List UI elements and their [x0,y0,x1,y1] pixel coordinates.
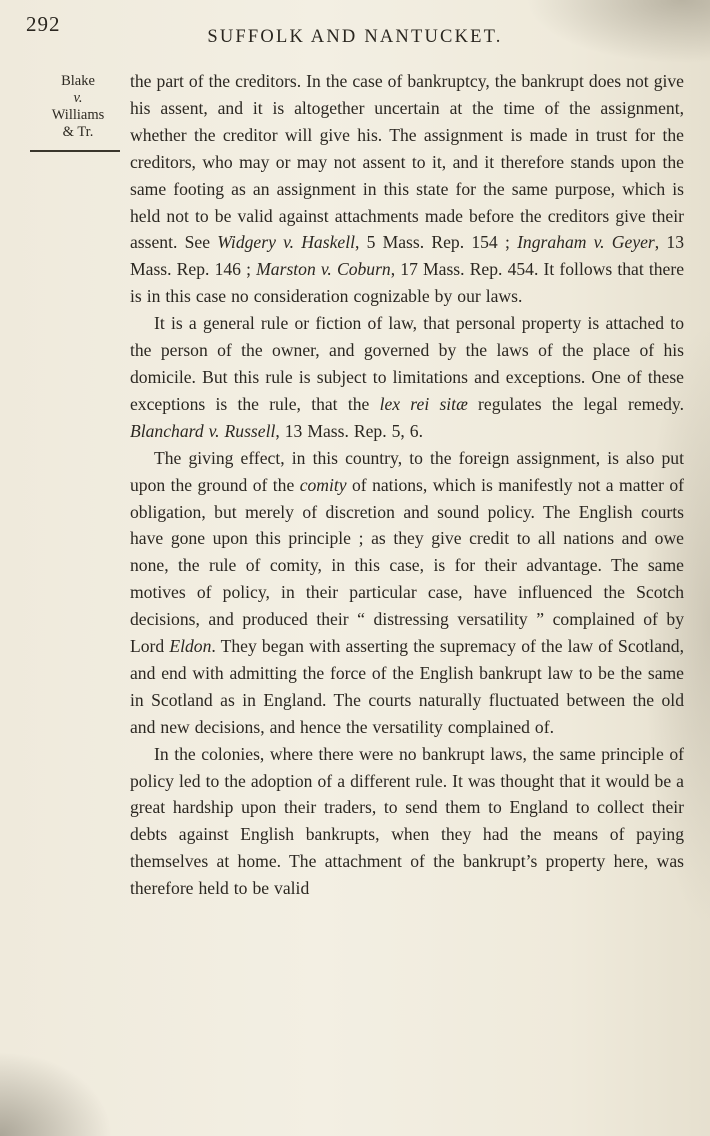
text-run: the part of the creditors. In the case of bankruptcy, the bankrupt does not give his assent, and it is altogether uncertain at the time of the assignment, whether the creditor will give his. The assignment is made in trust for the creditors, who may or may not assent to it, and it therefore stands upon the same footing as an assignment in this state for the same purpose, which is held not to be valid against attachments made before the creditors give their assent. See [130,71,684,253]
margin-note-rule [30,150,120,152]
page-number: 292 [26,12,61,36]
margin-note-party-2: Williams [51,107,105,123]
margin-note-party-2b: & Tr. [62,124,94,140]
text-run: , 13 Mass. Rep. 146 ; [130,232,684,280]
margin-note [28,68,128,152]
case-citation: Marston v. Coburn [256,259,391,280]
text-run: , 17 Mass. Rep. 454. It follows that there is in this case no consideration cognizable by our laws. [130,259,685,307]
text-run: , 5 Mass. Rep. 154 ; [354,232,518,253]
emphasis: comity [299,474,347,495]
paragraph-1 [130,68,684,310]
text-run: , 13 Mass. Rep. 5, 6. [275,420,424,441]
page-content [28,68,684,902]
margin-note-versus: v. [73,90,83,106]
text-run: of nations, which is manifestly not a matter of obligation, but merely of discretion and sound policy. The English courts have gone upon this principle ; as they give credit to all nations and owe none, the rule of comity, in this case, is for their advantage. The same motives of policy, in their particular case, have influenced the Scotch decisions, and produced their “ distressing versatility ” complained of by Lord [130,474,685,657]
latin-phrase: lex rei sitæ [379,393,468,414]
text-run: In the colonies, where there were no bankrupt laws, the same principle of policy led to the adoption of a different rule. It was thought that it would be a great hardship upon their traders, to send them to England to collect their debts against English bankrupts, when they had the means of paying themselves at home. The attachment of the bankrupt’s property here, was therefore held to be valid [130,743,684,899]
paragraph-4 [130,741,684,902]
margin-note-party-1: Blake [61,73,95,89]
case-citation: Ingraham v. Geyer [517,232,655,253]
case-citation: Blanchard v. Russell [130,420,276,441]
page-body [128,68,684,902]
case-citation: Widgery v. Haskell [217,232,355,253]
text-run: regulates the legal remedy. [467,393,684,414]
running-header: SUFFOLK AND NANTUCKET. [207,27,503,47]
emphasis: Eldon [169,636,212,657]
text-run: . They began with asserting the supremacy of the law of Scotland, and end with admitting the force of the English bankrupt law to be the same in Scotland as in England. The courts naturally fluctuated between the old and new decisions, and hence the versatility complained of. [130,636,684,737]
paragraph-3 [130,445,684,741]
paragraph-2 [130,310,684,445]
text-run: It is a general rule or fiction of law, that personal property is attached to the person of the owner, and governed by the laws of the place of his domicile. But this rule is subject to limitations and exceptions. One of these exceptions is the rule, that the [130,313,684,414]
text-run: The giving effect, in this country, to the foreign assignment, is also put upon the ground of the [130,447,684,495]
